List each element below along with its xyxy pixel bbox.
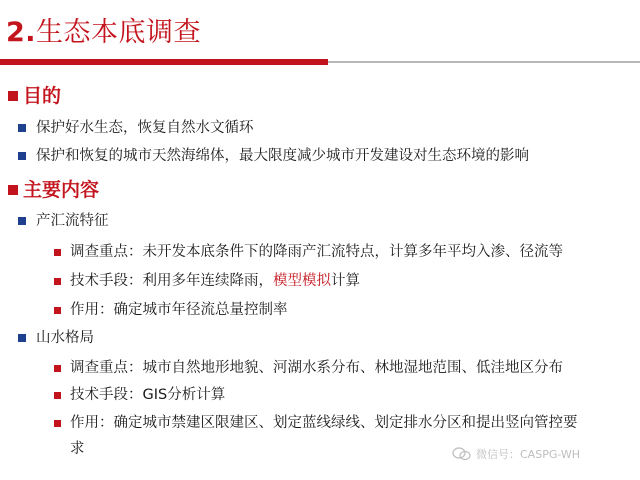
list-item (54, 268, 360, 294)
title-rule-red (0, 59, 328, 65)
square-bullet-icon (54, 307, 61, 314)
list-item (54, 355, 563, 381)
highlight-text: 模型模拟 (273, 273, 331, 289)
section-heading-text: 目的 (23, 85, 62, 107)
list-item-text: 技术手段：GIS分析计算 (70, 387, 226, 403)
square-bullet-icon (18, 152, 26, 160)
square-bullet-icon (18, 217, 26, 225)
square-bullet-icon (8, 185, 18, 195)
list-item (54, 239, 563, 265)
title-rule-gray (328, 61, 640, 63)
list-item (54, 410, 578, 436)
title-number: 2. (6, 17, 37, 48)
subsection-label: 山水格局 (36, 330, 94, 346)
list-item-text: 调查重点：未开发本底条件下的降雨产汇流特点，计算多年平均入渗、径流等 (70, 244, 563, 260)
list-item (54, 382, 225, 408)
watermark-text: 微信号：CASPG-WH (476, 448, 581, 461)
list-item-text-continuation: 求 (70, 441, 85, 457)
square-bullet-icon (54, 365, 61, 372)
list-item-text: 保护和恢复的城市天然海绵体，最大限度减少城市开发建设对生态环境的影响 (36, 148, 529, 164)
section-heading-content (8, 176, 99, 204)
subsection-landscape (18, 325, 94, 351)
page-title (6, 16, 201, 50)
square-bullet-icon (18, 124, 26, 132)
title-text: 生态本底调查 (36, 17, 202, 48)
square-bullet-icon (54, 249, 61, 256)
list-item (18, 115, 254, 141)
watermark (452, 446, 580, 462)
square-bullet-icon (8, 91, 18, 101)
square-bullet-icon (54, 278, 61, 285)
list-item-text: 作用：确定城市禁建区限建区、划定蓝线绿线、划定排水分区和提出竖向管控要 (70, 415, 578, 431)
square-bullet-icon (54, 420, 61, 427)
section-heading-text: 主要内容 (23, 179, 100, 201)
wechat-logo-icon (452, 447, 472, 461)
square-bullet-icon (18, 334, 26, 342)
list-item-text: 技术手段：利用多年连续降雨， (70, 273, 273, 289)
list-item (54, 297, 288, 323)
list-item-text: 保护好水生态，恢复自然水文循环 (36, 120, 254, 136)
subsection-label: 产汇流特征 (36, 213, 109, 229)
list-item-text: 作用：确定城市年径流总量控制率 (70, 302, 288, 318)
section-heading-purpose (8, 82, 61, 110)
list-item-text-tail: 计算 (331, 273, 360, 289)
square-bullet-icon (54, 392, 61, 399)
list-item (18, 143, 529, 169)
list-item-text: 调查重点：城市自然地形地貌、河湖水系分布、林地湿地范围、低洼地区分布 (70, 360, 563, 376)
subsection-runoff (18, 208, 109, 234)
